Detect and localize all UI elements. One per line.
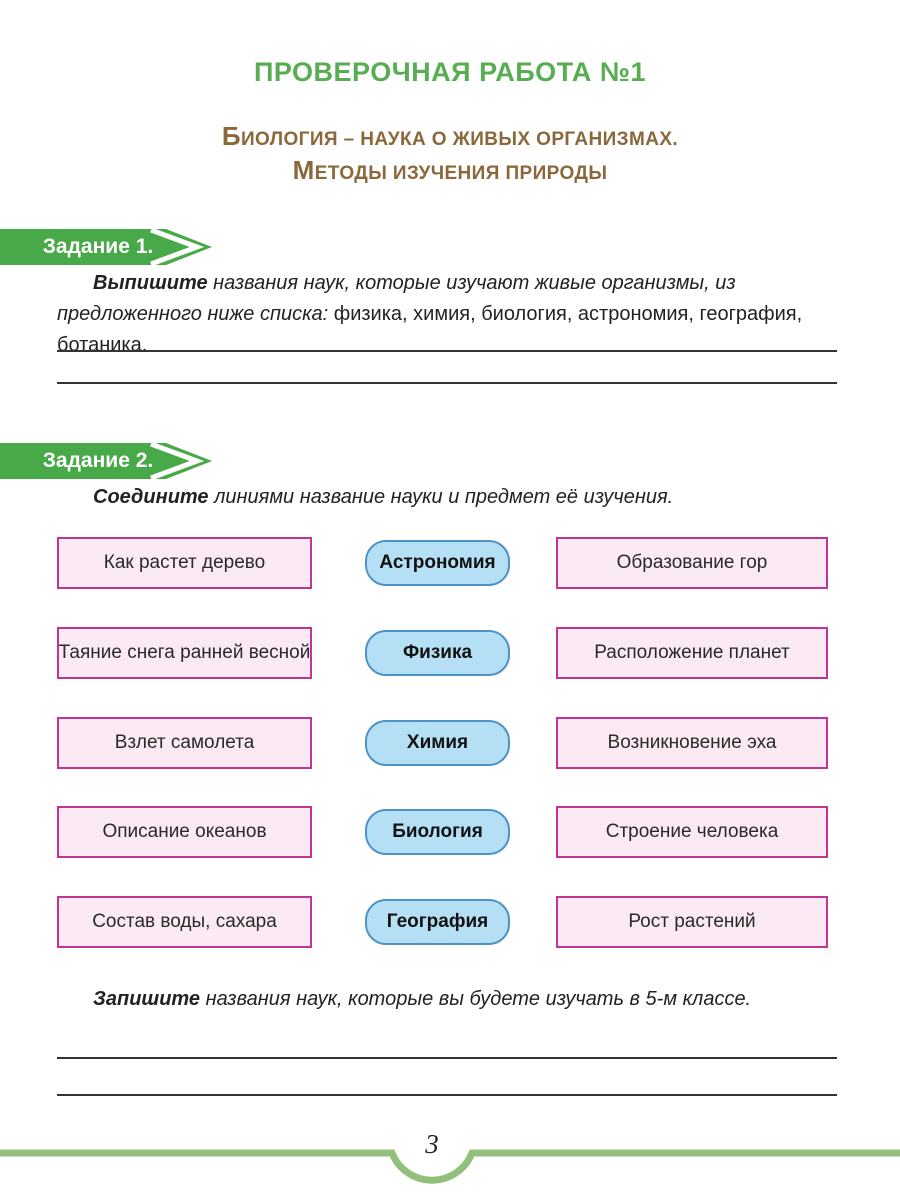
science-pill-geography: География: [365, 899, 510, 945]
page-title: ПРОВЕРОЧНАЯ РАБОТА №1: [253, 57, 647, 87]
match-right-box-4: Строение человека: [556, 806, 828, 858]
task1-lead-bold: Выпишите: [93, 272, 208, 294]
match-row-2: [0, 627, 900, 679]
subtitle-line-1-rest: ИОЛОГИЯ – НАУКА О ЖИВЫХ ОРГАНИЗМАХ.: [240, 129, 679, 150]
subtitle-line-2-initial: М: [292, 155, 315, 185]
match-right-box-5: Рост растений: [556, 896, 828, 948]
subtitle-line-2-rest: ЕТОДЫ ИЗУЧЕНИЯ ПРИРОДЫ: [314, 163, 608, 184]
task2-write-italic: названия наук, которые вы будете изучать в 5-м классе.: [200, 988, 752, 1010]
match-left-box-2: Таяние снега ранней весной: [57, 627, 312, 679]
page-subtitle: [0, 121, 900, 189]
task2-answer-line-2: [57, 1094, 837, 1096]
task1-lead-italic: названия наук, которые изучают живые организмы, из предложенного ниже списка:: [57, 272, 736, 325]
match-left-box-1: Как растет дерево: [57, 537, 312, 589]
task1-instructions: [57, 268, 839, 361]
task2-answer-line-1: [57, 1057, 837, 1059]
match-right-box-3: Возникновение эха: [556, 717, 828, 769]
subtitle-line-2: [0, 155, 900, 189]
task1-banner-label: Задание 1.: [42, 235, 154, 258]
match-row-4: [0, 806, 900, 858]
science-pill-physics: Физика: [365, 630, 510, 676]
match-row-5: [0, 896, 900, 948]
match-left-box-5: Состав воды, сахара: [57, 896, 312, 948]
match-row-1: [0, 537, 900, 589]
science-pill-biology: Биология: [365, 809, 510, 855]
match-left-box-4: Описание океанов: [57, 806, 312, 858]
task2-lead-bold: Соедините: [93, 486, 209, 508]
task2-banner: [0, 443, 225, 479]
match-row-3: [0, 717, 900, 769]
task2-write-prompt: [57, 984, 839, 1015]
match-right-box-2: Расположение планет: [556, 627, 828, 679]
task1-banner: [0, 229, 225, 265]
task1-lead-regular: физика, химия, биология, астрономия, география, ботаника.: [57, 303, 803, 356]
page-number: 3: [425, 1129, 439, 1159]
subtitle-line-1-initial: Б: [221, 121, 241, 151]
science-pill-astronomy: Астрономия: [365, 540, 510, 586]
match-right-box-1: Образование гор: [556, 537, 828, 589]
task2-banner-label: Задание 2.: [42, 449, 154, 472]
task1-answer-line-1: [57, 350, 837, 352]
task2-write-bold: Запишите: [93, 988, 201, 1010]
task1-answer-line-2: [57, 382, 837, 384]
match-left-box-3: Взлет самолета: [57, 717, 312, 769]
task2-instructions: [57, 482, 839, 513]
subtitle-line-1: [0, 121, 900, 155]
task2-lead-italic: линиями название науки и предмет её изучения.: [208, 486, 674, 508]
science-pill-chemistry: Химия: [365, 720, 510, 766]
